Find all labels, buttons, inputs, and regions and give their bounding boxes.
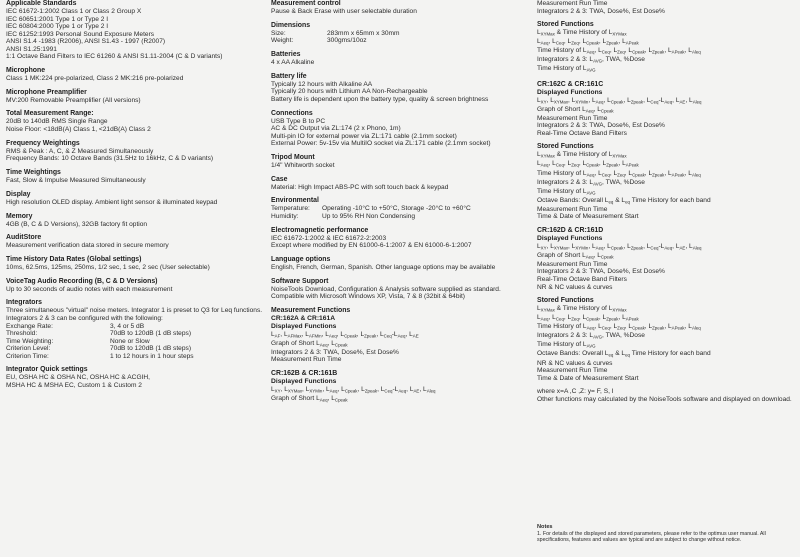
subscript: Ceq — [601, 49, 610, 55]
spec-line: Graph of Short $L_{Aeq}$, $L_{Cpeak}$ — [271, 339, 348, 348]
spec-line: $L_{XYMax}$ & Time History of $L_{XYMax}$ — [537, 305, 627, 313]
spec-section-software-support — [271, 278, 533, 301]
spec-key: Time Weighting: — [6, 337, 54, 345]
section-title: Measurement Functions — [271, 307, 351, 314]
subscript: XYMax — [287, 388, 303, 394]
spec-section-continued-0 — [537, 0, 795, 15]
spec-section-display — [6, 191, 264, 207]
spec-key: Humidity: — [271, 212, 299, 220]
spec-line: $L_{Aeq}$, $L_{Ceq}$, $L_{Zeq}$, $L_{Cpeak}$, $L_{Zpeak}$, $L_{APeak}$ — [537, 314, 639, 322]
subscript: eq — [608, 199, 614, 205]
spec-line: Time History of $L_{Aeq}$, $L_{Ceq}$, $L_{Zeq}$, $L_{Cpeak}$, $L_{Zpeak}$, $L_{APeak}$, $L_{Aleq}$ — [537, 169, 701, 178]
spec-line: Three simultaneous "virtual" noise meters. Integrator 1 is preset to Q3 for Leq functions. Integrators 2 & 3 can be configured with the following: — [6, 307, 263, 322]
spec-value: Up to 95% RH Non Condensing — [322, 212, 416, 220]
spec-row — [6, 338, 264, 346]
subscript: eq — [625, 352, 630, 358]
spec-line: IEC 61252:1993 Personal Sound Exposure Meters — [6, 30, 155, 38]
subscript: Aeq — [398, 388, 407, 394]
spec-value: 283mm x 65mm x 30mm — [327, 29, 400, 37]
section-title: Stored Functions — [537, 21, 594, 29]
subscript: AVG — [586, 190, 596, 196]
section-title: Memory — [6, 212, 33, 220]
section-title: Time History Data Rates (Global settings) — [6, 255, 142, 263]
spec-line: Up to 30 seconds of audio notes with each measurement — [6, 285, 173, 293]
spec-line: $L_{XY}$, $L_{XYMax}$, $L_{XYMin}$, $L_{Aeq}$, $L_{Cpeak}$, $L_{Zpeak}$, $L_{Ceq}-L_{Aeq}$, $L_{AE}$, $L_{Aleq}$ — [271, 385, 436, 394]
section-title: VoiceTag Audio Recording (B, C & D Versions) — [6, 277, 158, 285]
spec-value: None or Slow — [110, 337, 150, 345]
spec-line: Measurement Run Time — [537, 0, 608, 7]
subscript: XYMin — [575, 245, 589, 251]
subscript: Aeq — [586, 49, 595, 55]
subscript: Ceq — [650, 245, 659, 251]
column-right — [537, 0, 795, 410]
subscript: XYMax — [612, 153, 627, 159]
spec-line: IEC 61672-1:2002 Class 1 or Class 2 Group X — [6, 8, 142, 15]
subscript: Aleq — [691, 49, 701, 55]
subscript: XY — [274, 388, 281, 394]
subscript: Aeq — [540, 316, 549, 322]
subscript: Cpeak — [610, 99, 624, 104]
spec-line: Class 1 MK:224 pre-polarized, Class 2 MK:216 pre-polarized — [6, 75, 184, 83]
spec-section-cr-162c-cr-161c — [537, 81, 795, 138]
spec-line: Other functions may calculated by the NoiseTools software and displayed on download. — [537, 395, 792, 403]
subscript: Zpeak — [606, 162, 619, 168]
subscript: Aeq — [586, 172, 595, 178]
spec-line: English, French, German, Spanish. Other language options may be available — [271, 263, 496, 271]
section-title: Connections — [271, 109, 313, 117]
spec-section-measurement-control — [271, 0, 533, 16]
subscript: XYMax — [540, 153, 555, 159]
subscript: Aeq — [586, 325, 595, 331]
spec-section-total-measurement-range — [6, 110, 264, 133]
subscript: XY — [540, 99, 547, 104]
subscript: Zpeak — [364, 388, 378, 394]
spec-line: Measurement Run Time — [537, 205, 608, 213]
spec-line: 4 x AA Alkaline — [271, 59, 315, 67]
spec-section-microphone-preamplifier — [6, 89, 264, 105]
spec-line: $L_{XYMax}$ & Time History of $L_{XYMax}$ — [537, 151, 627, 159]
section-title: Integrators — [6, 299, 42, 307]
subscript: Zpeak — [652, 172, 665, 178]
spec-line: Typically 20 hours with Lithium AA Non-Rechargeable — [271, 88, 428, 96]
spec-line: Time & Date of Measurement Start — [537, 213, 639, 221]
subscript: AE — [679, 245, 686, 251]
subscript: AE — [413, 388, 420, 394]
spec-line: Time History of $L_{Aeq}$, $L_{Ceq}$, $L_{Zeq}$, $L_{Cpeak}$, $L_{Zpeak}$, $L_{APeak}$, $L_{Aleq}$ — [537, 323, 701, 331]
spec-section-time-weightings — [6, 169, 264, 185]
subscript: AVG — [593, 58, 603, 64]
spec-row — [6, 345, 264, 353]
subscript: Zpeak — [630, 99, 644, 104]
spec-row — [6, 323, 264, 331]
spec-row — [271, 213, 533, 221]
spec-line: Real-Time Octave Band Filters — [537, 129, 627, 137]
section-title: Microphone — [6, 67, 46, 75]
spec-key: Temperature: — [271, 205, 310, 213]
section-title: Software Support — [271, 277, 329, 285]
section-subtitle: CR:162A & CR:161A — [271, 315, 336, 322]
spec-value: 300gms/10oz — [327, 37, 367, 45]
subscript: Zpeak — [606, 40, 619, 46]
spec-section-dimensions — [271, 22, 533, 45]
spec-line: $L_{XY}$, $L_{XYMax}$, $L_{XYMin}$, $L_{Aeq}$, $L_{Cpeak}$, $L_{Zpeak}$, $L_{Ceq}-L_{Aeq}$, $L_{AE}$, $L_{Aleq}$ — [537, 96, 702, 104]
subscript: Aeq — [664, 99, 673, 104]
section-subheading: Displayed Functions — [537, 88, 603, 96]
section-title: Frequency Weightings — [6, 139, 80, 147]
spec-section-case — [271, 176, 533, 192]
spec-line: High resolution OLED display. Ambient light sensor & illuminated keypad — [6, 198, 218, 206]
spec-line: $L_{AF}$, $L_{AFMax}$, $L_{AFMin}$, $L_{Aeq}$, $L_{Cpeak}$, $L_{Zpeak}$, $L_{Ceq}-L_{Aeq}$, $L_{AE}$ — [271, 330, 419, 339]
subscript: Zpeak — [652, 325, 665, 331]
subscript: Aeq — [329, 388, 338, 394]
subscript: Aleq — [692, 99, 702, 104]
section-title: Language options — [271, 255, 331, 263]
spec-line: 20dB to 140dB RMS Single Range — [6, 118, 108, 126]
subscript: Aeq — [585, 108, 594, 114]
section-title: Environmental — [271, 197, 319, 205]
spec-line: 4GB (B, C & D Versions), 32GB factory fit option — [6, 220, 148, 228]
spec-line: USB Type B to PC — [271, 117, 326, 125]
section-title: Battery life — [271, 72, 307, 80]
spec-line: Typically 12 hours with Alkaline AA — [271, 80, 373, 88]
spec-line: Frequency Bands: 10 Octave Bands (31.5Hz to 16kHz, C & D variants) — [6, 155, 214, 163]
section-title: Integrator Quick settings — [6, 366, 88, 374]
section-title: Microphone Preamplifier — [6, 88, 87, 96]
subscript: Zeq — [571, 316, 579, 322]
subscript: XYMax — [612, 31, 627, 37]
subscript: Cpeak — [600, 108, 614, 114]
subscript: Cpeak — [586, 40, 599, 46]
spec-key: Size: — [271, 29, 286, 37]
spec-value: 1 to 12 hours in 1 hour steps — [110, 352, 194, 360]
spec-line: Octave Bands: Overall $L_{eq}$ & $L_{eq}$ Time History for each band — [537, 350, 711, 358]
spec-line: 1:1 Octave Band Filters to IEC 61260 & ANSI S1.11-2004 (C & D variants) — [6, 53, 223, 61]
spec-section-battery-life — [271, 73, 533, 104]
subscript: Zpeak — [606, 316, 619, 322]
spec-row — [271, 205, 533, 213]
subscript: AE — [412, 333, 419, 339]
spec-key: Criterion Level: — [6, 345, 51, 353]
spec-section-language-options — [271, 256, 533, 272]
spec-section-tripod-mount — [271, 154, 533, 170]
spec-line: $L_{XY}$, $L_{XYMax}$, $L_{XYMin}$, $L_{Aeq}$, $L_{Cpeak}$, $L_{Zpeak}$, $L_{Ceq}-L_{Aeq}$, $L_{AE}$, $L_{Aleq}$ — [537, 242, 702, 251]
spec-row — [271, 37, 533, 45]
subscript: XYMin — [575, 99, 589, 104]
spec-key: Exchange Rate: — [6, 322, 53, 330]
spec-line: Material: High Impact ABS-PC with soft touch back & keypad — [271, 183, 449, 191]
subscript: Zeq — [617, 49, 625, 55]
section-title: Tripod Mount — [271, 153, 315, 161]
section-title: CR:162D & CR:161D — [537, 226, 604, 234]
subscript: XYMax — [540, 31, 555, 37]
subscript: XYMax — [540, 307, 555, 313]
subscript: Ceq — [383, 333, 392, 339]
subscript: Ceq — [555, 40, 564, 46]
subscript: Aeq — [595, 99, 604, 104]
spec-line: where x=A ,C ,Z: y= F, S, I — [537, 388, 614, 396]
subscript: Zpeak — [630, 245, 644, 251]
subscript: APeak — [671, 172, 685, 178]
spec-key: Weight: — [271, 37, 294, 45]
spec-line: Measurement Run Time — [537, 367, 608, 375]
spec-line: Multi-pin IO for external power via ZL:171 cable (2.1mm socket) — [271, 132, 457, 140]
subscript: APeak — [625, 40, 639, 46]
spec-section-time-history-data-rates-global-settings — [6, 256, 264, 272]
spec-line: Fast, Slow & Impulse Measured Simultaneously — [6, 177, 146, 185]
spec-line: Measurement Run Time — [537, 114, 608, 122]
spec-line: IEC 60804:2000 Type 1 or Type 2 I — [6, 23, 109, 31]
spec-line: Measurement Run Time — [271, 356, 342, 364]
spec-line: External Power: 5v-15v via MultiIO socket via ZL:171 cable (2.1mm socket) — [271, 140, 491, 148]
subscript: Aleq — [692, 245, 702, 251]
subscript: Aeq — [319, 342, 328, 348]
spec-line: Graph of Short $L_{Aeq}$, $L_{Cpeak}$ — [271, 394, 348, 403]
spec-value: 70dB to 120dB (1 dB steps) — [110, 330, 192, 338]
spec-section-stored-functions — [537, 297, 795, 382]
subscript: Cpeak — [632, 49, 645, 55]
subscript: Cpeak — [600, 254, 614, 260]
spec-section-frequency-weightings — [6, 140, 264, 163]
spec-line: Time & Date of Measurement Start — [537, 374, 639, 382]
spec-line: Integrators 2 & 3: TWA, Dose%, Est Dose% — [537, 122, 665, 130]
subscript: Zeq — [571, 40, 579, 46]
spec-line: Real-Time Octave Band Filters — [537, 275, 627, 283]
spec-row — [271, 30, 533, 38]
spec-line: Measurement verification data stored in secure memory — [6, 242, 169, 250]
subscript: Cpeak — [586, 316, 599, 322]
spec-line: 10ms, 62.5ms, 125ms, 250ms, 1/2 sec, 1 sec, 2 sec (User selectable) — [6, 263, 210, 271]
section-title: Applicable Standards — [6, 0, 77, 7]
subscript: Cpeak — [334, 397, 348, 403]
spec-line: Integrators 2 & 3: TWA, Dose%, Est Dose% — [537, 7, 665, 15]
spec-line: ANSI S1.4 -1983 (R2006), ANSI S1.43 - 1997 (R2007) — [6, 38, 166, 46]
subscript: Aeq — [540, 162, 549, 168]
spec-line: NoiseTools Download, Configuration & Analysis software supplied as standard. Compatible with Microsoft Windows XP, Vista, 7 & 8 (32bit & 64bit) — [271, 285, 501, 301]
spec-key: Threshold: — [6, 330, 38, 338]
spec-line: Time History of $L_{AVG}$ — [537, 187, 596, 196]
spec-row — [6, 330, 264, 338]
spec-value: Operating -10°C to +50°C, Storage -20°C to +60°C — [322, 205, 471, 213]
spec-line: $L_{Aeq}$, $L_{Ceq}$, $L_{Zeq}$, $L_{Cpeak}$, $L_{Zpeak}$, $L_{APeak}$ — [537, 160, 639, 168]
section-subheading: Displayed Functions — [537, 234, 603, 242]
subscript: eq — [608, 352, 614, 358]
subscript: Aleq — [691, 325, 701, 331]
subscript: AVG — [593, 334, 603, 340]
subscript: Aeq — [664, 245, 673, 251]
spec-section-auditstore — [6, 234, 264, 250]
notes-text: 1. For details of the displayed and stored parameters, please refer to the optimus user manual. All specifications, features and values are typical and are subject to change without notice. — [537, 531, 766, 544]
spec-section-stored-functions — [537, 143, 795, 220]
subscript: XYMax — [553, 245, 569, 251]
subscript: Zpeak — [364, 333, 377, 339]
subscript: Ceq — [601, 325, 610, 331]
subscript: AVG — [586, 67, 596, 73]
subscript: Cpeak — [586, 162, 599, 168]
spec-line: Time History of $L_{AVG}$ — [537, 65, 596, 73]
column-left — [6, 0, 264, 396]
spec-line: $L_{XYMax}$ & Time History of $L_{XYMax}$ — [537, 29, 627, 37]
subscript: Ceq — [601, 172, 610, 178]
section-title: Measurement control — [271, 0, 341, 7]
spec-section-cr-162b-cr-161b — [271, 370, 533, 404]
spec-line: $L_{Aeq}$, $L_{Ceq}$, $L_{Zeq}$, $L_{Cpeak}$, $L_{Zpeak}$, $L_{APeak}$ — [537, 38, 639, 46]
spec-line: EU, OSHA HC & OSHA NC, OSHA HC & ACGIH, — [6, 374, 150, 382]
spec-line: Time History of $L_{Aeq}$, $L_{Ceq}$, $L_{Zeq}$, $L_{Cpeak}$, $L_{Zpeak}$, $L_{APeak}$, $L_{Aleq}$ — [537, 47, 701, 55]
subscript: Ceq — [555, 316, 564, 322]
subscript: Zeq — [617, 172, 625, 178]
section-title: Case — [271, 175, 288, 183]
spec-line: NR & NC values & curves — [537, 283, 613, 291]
subscript: Aeq — [585, 254, 594, 260]
subscript: Aleq — [426, 388, 436, 394]
spec-line: ANSI S1.25:1991 — [6, 45, 57, 53]
subscript: APeak — [625, 162, 639, 168]
spec-line: Graph of Short $L_{Aeq}$, $L_{Cpeak}$ — [537, 251, 614, 260]
section-title: CR:162B & CR:161B — [271, 369, 338, 377]
subscript: AVG — [586, 343, 596, 349]
subscript: XYMax — [553, 99, 569, 104]
spec-section-environmental — [271, 197, 533, 220]
spec-line: Pause & Back Erase with user selectable duration — [271, 8, 417, 15]
subscript: XYMin — [309, 388, 323, 394]
subscript: Cpeak — [344, 388, 358, 394]
spec-line: Integrators 2 & 3: $L_{AVG}$, TWA, %Dose — [537, 178, 645, 187]
subscript: eq — [625, 199, 630, 205]
subscript: XYMax — [612, 307, 627, 313]
spec-section-cr-162d-cr-161d — [537, 227, 795, 291]
section-subheading: Displayed Functions — [271, 322, 337, 330]
subscript: Aeq — [540, 40, 549, 46]
subscript: Ceq — [384, 388, 393, 394]
spec-section-measurement-functions — [271, 307, 533, 364]
spec-line: Integrators 2 & 3: $L_{AVG}$, TWA, %Dose — [537, 332, 645, 340]
subscript: Cpeak — [632, 172, 645, 178]
spec-line: AC & DC Output via ZL:174 (2 x Phono, 1m) — [271, 125, 401, 133]
section-title: Electromagnetic performance — [271, 226, 369, 234]
section-title: Total Measurement Range: — [6, 110, 94, 118]
subscript: XY — [540, 245, 547, 251]
subscript: Ceq — [555, 162, 564, 168]
spec-line: Integrators 2 & 3: TWA, Dose%, Est Dose% — [537, 268, 665, 276]
subscript: Cpeak — [344, 333, 357, 339]
subscript: APeak — [625, 316, 639, 322]
section-title: Batteries — [271, 51, 301, 59]
subscript: Cpeak — [610, 245, 624, 251]
spec-section-applicable-standards — [6, 0, 264, 61]
subscript: AVG — [593, 181, 603, 187]
spec-line: Time History of $L_{AVG}$ — [537, 341, 596, 349]
spec-line: Battery life is dependent upon the battery type, quality & screen brightness — [271, 95, 489, 103]
subscript: AE — [679, 99, 686, 104]
spec-section-electromagnetic-performance — [271, 227, 533, 250]
subscript: Aeq — [319, 397, 328, 403]
subscript: Zeq — [571, 162, 579, 168]
section-title: CR:162C & CR:161C — [537, 80, 604, 88]
section-title: Stored Functions — [537, 143, 594, 151]
subscript: Aeq — [397, 333, 406, 339]
subscript: Zeq — [617, 325, 625, 331]
spec-section-microphone — [6, 67, 264, 83]
subscript: Aeq — [328, 333, 337, 339]
spec-line: IEC 61672-1:2002 & IEC 61672-2:2003 — [271, 234, 387, 242]
spec-line: RMS & Peak : A, C, & Z Measured Simultaneously — [6, 147, 154, 155]
spec-section-stored-functions — [537, 21, 795, 74]
section-title: Display — [6, 190, 31, 198]
subscript: Cpeak — [632, 325, 645, 331]
spec-row — [6, 353, 264, 361]
spec-section-memory — [6, 213, 264, 229]
spec-line: IEC 60651:2001 Type 1 or Type 2 I — [6, 15, 109, 23]
spec-line: Except where modified by EN 61000-6-1:2007 & EN 61000-6-1:2007 — [271, 242, 472, 250]
spec-line: Integrators 2 & 3: $L_{AVG}$, TWA, %Dose — [537, 56, 645, 64]
section-title: Dimensions — [271, 21, 311, 29]
spec-section-batteries — [271, 51, 533, 67]
spec-value: 3, 4 or 5 dB — [110, 322, 145, 330]
spec-key: Criterion Time: — [6, 352, 49, 360]
notes-section — [537, 524, 787, 543]
subscript: Zpeak — [652, 49, 665, 55]
section-title: AuditStore — [6, 234, 42, 242]
spec-line: MV:200 Removable Preamplifier (All versions) — [6, 96, 141, 104]
spec-section-integrator-quick-settings — [6, 366, 264, 389]
subscript: AFMin — [308, 333, 322, 339]
section-subheading: Displayed Functions — [271, 377, 337, 385]
spec-section-continued-6 — [537, 388, 795, 403]
spec-line: Integrators 2 & 3: TWA, Dose%, Est Dose% — [271, 348, 399, 356]
spec-line: 1/4" Whitworth socket — [271, 161, 335, 169]
subscript: Aleq — [691, 172, 701, 178]
subscript: APeak — [671, 325, 685, 331]
spec-section-voicetag-audio-recording-b-c-d-versions — [6, 278, 264, 294]
spec-line: MSHA HC & MSHA EC, Custom 1 & Custom 2 — [6, 382, 142, 390]
subscript: APeak — [671, 49, 685, 55]
spec-line: Noise Floor: <18dB(A) Class 1, <21dB(A) Class 2 — [6, 126, 151, 134]
subscript: Ceq — [650, 99, 659, 104]
spec-line: Measurement Run Time — [537, 260, 608, 268]
subscript: AF — [274, 333, 281, 339]
subscript: AFMax — [287, 333, 302, 339]
column-middle — [271, 0, 533, 410]
spec-line: Octave Bands: Overall $L_{eq}$ & $L_{eq}$ Time History for each band — [537, 196, 711, 205]
spec-value: 70dB to 120dB (1 dB steps) — [110, 345, 192, 353]
spec-line: NR & NC values & curves — [537, 359, 613, 367]
section-title: Time Weightings — [6, 169, 61, 177]
spec-section-integrators — [6, 299, 264, 360]
spec-line: Graph of Short $L_{Aeq}$, $L_{Cpeak}$ — [537, 105, 614, 114]
subscript: Cpeak — [334, 342, 348, 348]
section-title: Stored Functions — [537, 297, 594, 305]
spec-section-connections — [271, 110, 533, 148]
notes-title: Notes — [537, 524, 553, 530]
subscript: Aeq — [595, 245, 604, 251]
